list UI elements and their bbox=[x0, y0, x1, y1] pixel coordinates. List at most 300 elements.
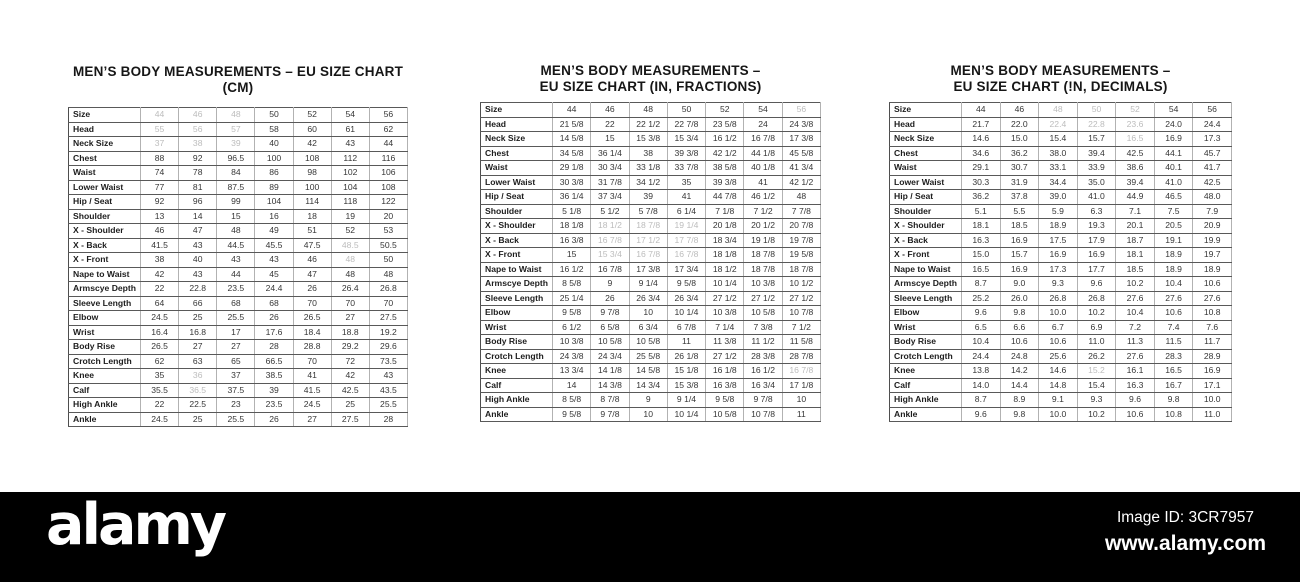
cell-value: 20 7/8 bbox=[782, 219, 820, 234]
cell-value: 36.2 bbox=[962, 190, 1001, 205]
measurement-row bbox=[890, 262, 1232, 277]
cell-value: 43 bbox=[369, 369, 407, 384]
size-value: 50 bbox=[1077, 103, 1116, 118]
cell-value: 29 1/8 bbox=[553, 161, 591, 176]
cell-value: 16 3/8 bbox=[553, 233, 591, 248]
cell-value: 35.0 bbox=[1077, 175, 1116, 190]
cell-value: 22 7/8 bbox=[667, 117, 705, 132]
size-value: 56 bbox=[369, 108, 407, 123]
cell-value: 14 3/8 bbox=[591, 378, 629, 393]
cell-value: 27.6 bbox=[1116, 291, 1155, 306]
cell-value: 92 bbox=[141, 195, 179, 210]
measurement-row bbox=[69, 209, 408, 224]
cell-value: 18.9 bbox=[1193, 262, 1232, 277]
cell-value: 37 bbox=[141, 137, 179, 152]
row-label: Ankle bbox=[69, 412, 141, 427]
cell-value: 25 1/4 bbox=[553, 291, 591, 306]
row-label: Nape to Waist bbox=[69, 267, 141, 282]
cell-value: 10.0 bbox=[1039, 407, 1078, 422]
size-header-row bbox=[890, 103, 1232, 118]
measurement-row bbox=[69, 166, 408, 181]
cell-value: 5.5 bbox=[1000, 204, 1039, 219]
cell-value: 17 3/8 bbox=[782, 132, 820, 147]
cell-value: 27 1/2 bbox=[744, 291, 782, 306]
row-label: Elbow bbox=[890, 306, 962, 321]
cell-value: 42 1/2 bbox=[782, 175, 820, 190]
cell-value: 19 1/8 bbox=[744, 233, 782, 248]
row-label: Lower Waist bbox=[890, 175, 962, 190]
cell-value: 16.5 bbox=[1116, 132, 1155, 147]
cell-value: 86 bbox=[255, 166, 293, 181]
measurement-row bbox=[890, 277, 1232, 292]
cell-value: 84 bbox=[217, 166, 255, 181]
cell-value: 26.8 bbox=[369, 282, 407, 297]
cell-value: 16 7/8 bbox=[629, 248, 667, 263]
measurement-row bbox=[69, 224, 408, 239]
cell-value: 14.8 bbox=[1039, 378, 1078, 393]
cell-value: 27 1/2 bbox=[782, 291, 820, 306]
cell-value: 18 7/8 bbox=[744, 248, 782, 263]
cell-value: 68 bbox=[217, 296, 255, 311]
cell-value: 19 7/8 bbox=[782, 233, 820, 248]
row-label: Calf bbox=[481, 378, 553, 393]
cell-value: 5.9 bbox=[1039, 204, 1078, 219]
cell-value: 23.5 bbox=[217, 282, 255, 297]
alamy-url-text: www.alamy.com bbox=[1104, 532, 1266, 555]
cell-value: 39 bbox=[255, 383, 293, 398]
cell-value: 36.5 bbox=[179, 383, 217, 398]
row-label: X - Back bbox=[481, 233, 553, 248]
cell-value: 24.5 bbox=[141, 311, 179, 326]
measurement-row bbox=[890, 349, 1232, 364]
row-label: Neck Size bbox=[69, 137, 141, 152]
cell-value: 13 bbox=[141, 209, 179, 224]
row-label: X - Back bbox=[69, 238, 141, 253]
cell-value: 33 7/8 bbox=[667, 161, 705, 176]
cell-value: 11.0 bbox=[1193, 407, 1232, 422]
cell-value: 25.5 bbox=[217, 311, 255, 326]
measurement-row bbox=[481, 146, 821, 161]
cell-value: 14 1/8 bbox=[591, 364, 629, 379]
measurement-row bbox=[481, 233, 821, 248]
cell-value: 92 bbox=[179, 151, 217, 166]
row-label: Hip / Seat bbox=[69, 195, 141, 210]
size-value: 46 bbox=[179, 108, 217, 123]
row-label: Calf bbox=[890, 378, 962, 393]
cell-value: 14.0 bbox=[962, 378, 1001, 393]
cell-value: 17.5 bbox=[1039, 233, 1078, 248]
cell-value: 9.6 bbox=[1116, 393, 1155, 408]
cell-value: 10 5/8 bbox=[706, 407, 744, 422]
cell-value: 18.7 bbox=[1116, 233, 1155, 248]
measurement-row bbox=[890, 204, 1232, 219]
size-header-row bbox=[481, 103, 821, 118]
measurement-row bbox=[69, 151, 408, 166]
cell-value: 14.2 bbox=[1000, 364, 1039, 379]
chart-title-in-decimals bbox=[889, 63, 1232, 95]
cell-value: 44.1 bbox=[1154, 146, 1193, 161]
cell-value: 16 1/8 bbox=[706, 364, 744, 379]
size-value: 54 bbox=[744, 103, 782, 118]
cell-value: 17 1/8 bbox=[782, 378, 820, 393]
row-label: Nape to Waist bbox=[890, 262, 962, 277]
cell-value: 48 bbox=[217, 224, 255, 239]
image-id-text: Image ID: 3CR7957 bbox=[1116, 509, 1254, 526]
cell-value: 16.9 bbox=[1039, 248, 1078, 263]
row-label: Chest bbox=[890, 146, 962, 161]
cell-value: 37 3/4 bbox=[591, 190, 629, 205]
row-label: Hip / Seat bbox=[890, 190, 962, 205]
cell-value: 25 5/8 bbox=[629, 349, 667, 364]
cell-value: 50 bbox=[369, 253, 407, 268]
cell-value: 10.4 bbox=[962, 335, 1001, 350]
cell-value: 18 bbox=[293, 209, 331, 224]
cell-value: 6 5/8 bbox=[591, 320, 629, 335]
cell-value: 43 bbox=[331, 137, 369, 152]
cell-value: 20 1/8 bbox=[706, 219, 744, 234]
cell-value: 45 bbox=[255, 267, 293, 282]
cell-value: 43.5 bbox=[369, 383, 407, 398]
cell-value: 38 bbox=[629, 146, 667, 161]
cell-value: 38.0 bbox=[1039, 146, 1078, 161]
cell-value: 106 bbox=[369, 166, 407, 181]
measurement-row bbox=[69, 180, 408, 195]
cell-value: 10 bbox=[782, 393, 820, 408]
cell-value: 55 bbox=[141, 122, 179, 137]
cell-value: 10 1/2 bbox=[782, 277, 820, 292]
cell-value: 57 bbox=[217, 122, 255, 137]
cell-value: 7 3/8 bbox=[744, 320, 782, 335]
row-label: Wrist bbox=[69, 325, 141, 340]
cell-value: 118 bbox=[331, 195, 369, 210]
cell-value: 16.9 bbox=[1000, 262, 1039, 277]
cell-value: 9.3 bbox=[1077, 393, 1116, 408]
cell-value: 9 bbox=[591, 277, 629, 292]
cell-value: 7 1/8 bbox=[706, 204, 744, 219]
cell-value: 30.7 bbox=[1000, 161, 1039, 176]
cell-value: 15 bbox=[591, 132, 629, 147]
cell-value: 10 5/8 bbox=[591, 335, 629, 350]
cell-value: 27.5 bbox=[331, 412, 369, 427]
cell-value: 19.1 bbox=[1154, 233, 1193, 248]
cell-value: 26 3/4 bbox=[667, 291, 705, 306]
cell-value: 9 5/8 bbox=[553, 306, 591, 321]
cell-value: 19.7 bbox=[1193, 248, 1232, 263]
cell-value: 48 bbox=[782, 190, 820, 205]
cell-value: 16.9 bbox=[1077, 248, 1116, 263]
cell-value: 21.7 bbox=[962, 117, 1001, 132]
row-label: Size bbox=[69, 108, 141, 123]
size-value: 48 bbox=[629, 103, 667, 118]
cell-value: 73.5 bbox=[369, 354, 407, 369]
cell-value: 10.8 bbox=[1154, 407, 1193, 422]
cell-value: 44 7/8 bbox=[706, 190, 744, 205]
cell-value: 25 bbox=[179, 412, 217, 427]
measurement-row bbox=[69, 282, 408, 297]
row-label: Neck Size bbox=[890, 132, 962, 147]
size-value: 44 bbox=[553, 103, 591, 118]
cell-value: 34 1/2 bbox=[629, 175, 667, 190]
chart-title-cm bbox=[68, 64, 408, 96]
cell-value: 16 7/8 bbox=[667, 248, 705, 263]
cell-value: 10 5/8 bbox=[744, 306, 782, 321]
size-chart-in-fractions bbox=[480, 63, 821, 422]
measurement-row bbox=[890, 306, 1232, 321]
row-label: Waist bbox=[890, 161, 962, 176]
size-value: 46 bbox=[591, 103, 629, 118]
cell-value: 30 3/4 bbox=[591, 161, 629, 176]
row-label: Head bbox=[481, 117, 553, 132]
cell-value: 16.8 bbox=[179, 325, 217, 340]
cell-value: 10 bbox=[629, 306, 667, 321]
cell-value: 39.0 bbox=[1039, 190, 1078, 205]
cell-value: 17 3/4 bbox=[667, 262, 705, 277]
cell-value: 70 bbox=[293, 296, 331, 311]
cell-value: 45 5/8 bbox=[782, 146, 820, 161]
cell-value: 14 5/8 bbox=[553, 132, 591, 147]
cell-value: 21 5/8 bbox=[553, 117, 591, 132]
cell-value: 18 3/4 bbox=[706, 233, 744, 248]
cell-value: 17.3 bbox=[1193, 132, 1232, 147]
cell-value: 35 bbox=[141, 369, 179, 384]
measurement-row bbox=[69, 296, 408, 311]
cell-value: 18 7/8 bbox=[782, 262, 820, 277]
cell-value: 41.0 bbox=[1077, 190, 1116, 205]
row-label: X - Shoulder bbox=[481, 219, 553, 234]
cell-value: 9 5/8 bbox=[553, 407, 591, 422]
cell-value: 10 1/4 bbox=[667, 407, 705, 422]
cell-value: 43 bbox=[217, 253, 255, 268]
cell-value: 41 bbox=[293, 369, 331, 384]
cell-value: 16 1/2 bbox=[706, 132, 744, 147]
cell-value: 24 3/8 bbox=[782, 117, 820, 132]
cell-value: 9 5/8 bbox=[667, 277, 705, 292]
cell-value: 9 1/4 bbox=[667, 393, 705, 408]
cell-value: 58 bbox=[255, 122, 293, 137]
cell-value: 8 5/8 bbox=[553, 393, 591, 408]
row-label: Shoulder bbox=[890, 204, 962, 219]
measurement-row bbox=[69, 398, 408, 413]
row-label: Armscye Depth bbox=[481, 277, 553, 292]
cell-value: 42 bbox=[141, 267, 179, 282]
cell-value: 46 bbox=[141, 224, 179, 239]
cell-value: 10.2 bbox=[1116, 277, 1155, 292]
measurement-row bbox=[69, 354, 408, 369]
cell-value: 19.9 bbox=[1193, 233, 1232, 248]
cell-value: 46 bbox=[293, 253, 331, 268]
cell-value: 70 bbox=[293, 354, 331, 369]
cell-value: 34.6 bbox=[962, 146, 1001, 161]
cell-value: 19 5/8 bbox=[782, 248, 820, 263]
cell-value: 42.5 bbox=[1116, 146, 1155, 161]
size-table-in-fractions bbox=[480, 102, 821, 422]
row-label: Calf bbox=[69, 383, 141, 398]
cell-value: 14 bbox=[179, 209, 217, 224]
cell-value: 10 3/8 bbox=[744, 277, 782, 292]
cell-value: 96.5 bbox=[217, 151, 255, 166]
cell-value: 22.0 bbox=[1000, 117, 1039, 132]
row-label: Ankle bbox=[890, 407, 962, 422]
cell-value: 6.9 bbox=[1077, 320, 1116, 335]
measurement-row bbox=[69, 137, 408, 152]
cell-value: 6 1/4 bbox=[667, 204, 705, 219]
measurement-row bbox=[890, 364, 1232, 379]
cell-value: 18.9 bbox=[1039, 219, 1078, 234]
cell-value: 16 7/8 bbox=[744, 132, 782, 147]
cell-value: 38.6 bbox=[1116, 161, 1155, 176]
cell-value: 27 bbox=[217, 340, 255, 355]
cell-value: 36.2 bbox=[1000, 146, 1039, 161]
cell-value: 25 bbox=[331, 398, 369, 413]
row-label: Shoulder bbox=[69, 209, 141, 224]
cell-value: 7.4 bbox=[1154, 320, 1193, 335]
cell-value: 42.5 bbox=[331, 383, 369, 398]
measurement-row bbox=[481, 291, 821, 306]
cell-value: 9.8 bbox=[1000, 306, 1039, 321]
cell-value: 23.6 bbox=[1116, 117, 1155, 132]
cell-value: 36 1/4 bbox=[553, 190, 591, 205]
row-label: Knee bbox=[890, 364, 962, 379]
cell-value: 98 bbox=[293, 166, 331, 181]
cell-value: 36 bbox=[179, 369, 217, 384]
cell-value: 28.3 bbox=[1154, 349, 1193, 364]
cell-value: 44 bbox=[217, 267, 255, 282]
cell-value: 8 7/8 bbox=[591, 393, 629, 408]
cell-value: 18 1/2 bbox=[706, 262, 744, 277]
row-label: Armscye Depth bbox=[890, 277, 962, 292]
cell-value: 7.2 bbox=[1116, 320, 1155, 335]
row-label: Head bbox=[890, 117, 962, 132]
cell-value: 18 1/2 bbox=[591, 219, 629, 234]
cell-value: 31 7/8 bbox=[591, 175, 629, 190]
cell-value: 48.5 bbox=[331, 238, 369, 253]
cell-value: 15.4 bbox=[1077, 378, 1116, 393]
watermark-info bbox=[1105, 508, 1266, 557]
cell-value: 9 5/8 bbox=[706, 393, 744, 408]
row-label: Crotch Length bbox=[890, 349, 962, 364]
cell-value: 43 bbox=[179, 267, 217, 282]
size-value: 56 bbox=[1193, 103, 1232, 118]
cell-value: 15.7 bbox=[1077, 132, 1116, 147]
cell-value: 16.5 bbox=[1154, 364, 1193, 379]
cell-value: 37 bbox=[217, 369, 255, 384]
cell-value: 28.9 bbox=[1193, 349, 1232, 364]
cell-value: 26.8 bbox=[1039, 291, 1078, 306]
cell-value: 24 3/8 bbox=[553, 349, 591, 364]
size-value: 52 bbox=[706, 103, 744, 118]
size-value: 52 bbox=[293, 108, 331, 123]
row-label: Size bbox=[481, 103, 553, 118]
cell-value: 34 5/8 bbox=[553, 146, 591, 161]
row-label: Hip / Seat bbox=[481, 190, 553, 205]
measurement-row bbox=[890, 233, 1232, 248]
cell-value: 63 bbox=[179, 354, 217, 369]
cell-value: 19.3 bbox=[1077, 219, 1116, 234]
cell-value: 112 bbox=[331, 151, 369, 166]
cell-value: 39 bbox=[217, 137, 255, 152]
cell-value: 24.4 bbox=[962, 349, 1001, 364]
row-label: Nape to Waist bbox=[481, 262, 553, 277]
cell-value: 5 1/2 bbox=[591, 204, 629, 219]
cell-value: 17.1 bbox=[1193, 378, 1232, 393]
cell-value: 25 bbox=[179, 311, 217, 326]
cell-value: 37.5 bbox=[217, 383, 255, 398]
cell-value: 14.4 bbox=[1000, 378, 1039, 393]
cell-value: 16.4 bbox=[141, 325, 179, 340]
cell-value: 22 1/2 bbox=[629, 117, 667, 132]
cell-value: 26 bbox=[293, 282, 331, 297]
cell-value: 20 1/2 bbox=[744, 219, 782, 234]
size-value: 52 bbox=[1116, 103, 1155, 118]
chart-title-line: MEN’S BODY MEASUREMENTS – bbox=[540, 63, 761, 78]
cell-value: 17 bbox=[217, 325, 255, 340]
cell-value: 16 1/2 bbox=[744, 364, 782, 379]
cell-value: 23 5/8 bbox=[706, 117, 744, 132]
cell-value: 78 bbox=[179, 166, 217, 181]
cell-value: 122 bbox=[369, 195, 407, 210]
measurement-row bbox=[481, 132, 821, 147]
cell-value: 46 1/2 bbox=[744, 190, 782, 205]
cell-value: 16 3/4 bbox=[744, 378, 782, 393]
measurement-row bbox=[69, 412, 408, 427]
cell-value: 26.2 bbox=[1077, 349, 1116, 364]
cell-value: 28 bbox=[369, 412, 407, 427]
cell-value: 77 bbox=[141, 180, 179, 195]
cell-value: 10.6 bbox=[1193, 277, 1232, 292]
row-label: Sleeve Length bbox=[890, 291, 962, 306]
cell-value: 11 bbox=[667, 335, 705, 350]
measurement-row bbox=[69, 238, 408, 253]
row-label: Shoulder bbox=[481, 204, 553, 219]
cell-value: 18 7/8 bbox=[629, 219, 667, 234]
cell-value: 22.8 bbox=[179, 282, 217, 297]
row-label: High Ankle bbox=[69, 398, 141, 413]
size-value: 46 bbox=[1000, 103, 1039, 118]
cell-value: 23 bbox=[217, 398, 255, 413]
cell-value: 44 1/8 bbox=[744, 146, 782, 161]
row-label: Head bbox=[69, 122, 141, 137]
row-label: Armscye Depth bbox=[69, 282, 141, 297]
cell-value: 8 5/8 bbox=[553, 277, 591, 292]
cell-value: 17.7 bbox=[1077, 262, 1116, 277]
cell-value: 16.5 bbox=[962, 262, 1001, 277]
cell-value: 18.1 bbox=[962, 219, 1001, 234]
cell-value: 10 5/8 bbox=[629, 335, 667, 350]
cell-value: 60 bbox=[293, 122, 331, 137]
cell-value: 15 1/8 bbox=[667, 364, 705, 379]
cell-value: 47.5 bbox=[293, 238, 331, 253]
size-table-in-decimals bbox=[889, 102, 1232, 422]
cell-value: 28 7/8 bbox=[782, 349, 820, 364]
cell-value: 24.4 bbox=[255, 282, 293, 297]
cell-value: 27.6 bbox=[1116, 349, 1155, 364]
row-label: X - Front bbox=[890, 248, 962, 263]
row-label: X - Back bbox=[890, 233, 962, 248]
cell-value: 116 bbox=[369, 151, 407, 166]
cell-value: 10.8 bbox=[1193, 306, 1232, 321]
chart-title-line: MEN’S BODY MEASUREMENTS – bbox=[950, 63, 1171, 78]
cell-value: 5 7/8 bbox=[629, 204, 667, 219]
row-label: Waist bbox=[69, 166, 141, 181]
row-label: Body Rise bbox=[481, 335, 553, 350]
cell-value: 42 bbox=[293, 137, 331, 152]
cell-value: 15 3/4 bbox=[667, 132, 705, 147]
cell-value: 22 bbox=[141, 282, 179, 297]
cell-value: 19.2 bbox=[369, 325, 407, 340]
cell-value: 15 3/4 bbox=[591, 248, 629, 263]
measurement-row bbox=[890, 219, 1232, 234]
cell-value: 16 7/8 bbox=[782, 364, 820, 379]
